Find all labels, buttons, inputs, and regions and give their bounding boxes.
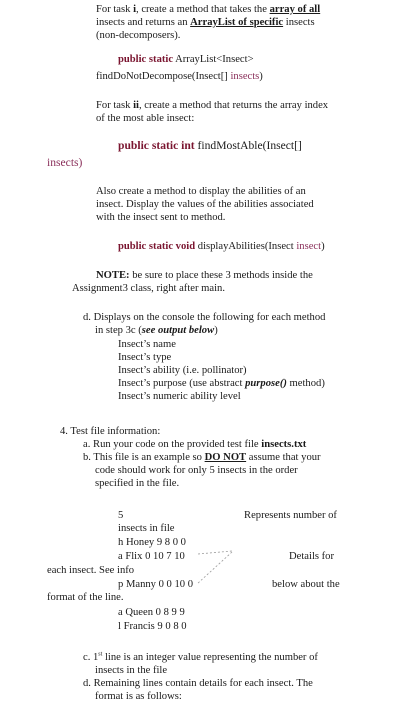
annotation-below-about: below about the (272, 579, 340, 590)
also-line-1: Also create a method to display the abilities of an (96, 186, 306, 197)
file-row: a Flix 0 10 7 10 (118, 551, 185, 562)
test-step-b-line-2: code should work for only 5 insects in the order (95, 465, 298, 476)
step-d2-line-2: format is as follows: (95, 691, 182, 702)
task-i-line-2: insects and returns an ArrayList of specific insects (96, 17, 315, 28)
step-c-line-1: c. 1st line is an integer value representing the number of (83, 651, 318, 663)
task-i-line-3: (non-decomposers). (96, 30, 181, 41)
output-item-type: Insect’s type (118, 352, 172, 363)
output-item-ability: Insect’s ability (i.e. pollinator) (118, 365, 247, 376)
also-line-3: with the insect sent to method. (96, 212, 226, 223)
annotation-represents: Represents number of (244, 510, 337, 521)
file-count-note: insects in file (118, 523, 175, 534)
note-line-2: Assignment3 class, right after main. (72, 283, 225, 294)
task-i-line-1: For task i, create a method that takes the array of all (96, 4, 321, 15)
step-d2-line-1: d. Remaining lines contain details for each insect. The (83, 678, 313, 689)
also-line-2: insect. Display the values of the abilities associated (96, 199, 314, 210)
file-format-note: format of the line. (47, 592, 124, 603)
test-step-a: a. Run your code on the provided test file insects.txt (83, 439, 307, 450)
note-line-1: NOTE: be sure to place these 3 methods inside the (96, 270, 313, 281)
test-step-b-line-3: specified in the file. (95, 478, 180, 489)
file-row: h Honey 9 8 0 0 (118, 537, 186, 548)
file-each-insect-note: each insect. See info (47, 565, 135, 576)
step-d-line-2: in step 3c (see output below) (95, 325, 218, 336)
code-display-abilities: public static void displayAbilities(Insect insect) (118, 241, 325, 252)
file-row: a Queen 0 8 9 9 (118, 607, 185, 618)
file-row: l Francis 9 0 8 0 (118, 621, 187, 632)
task-ii-line-1: For task ii, create a method that returns the array index (96, 100, 329, 111)
code-find-do-not-decompose-params: findDoNotDecompose(Insect[] insects) (96, 71, 263, 82)
step-d-line-1: d. Displays on the console the following for each method (83, 312, 326, 323)
test-file-heading: 4. Test file information: (60, 426, 161, 437)
code-find-do-not-decompose-signature: public static ArrayList<Insect> (118, 54, 254, 65)
code-find-most-able: public static int findMostAble(Insect[] (118, 139, 302, 152)
step-c-line-2: insects in the file (95, 665, 168, 676)
test-step-b-line-1: b. This file is an example so DO NOT assume that your (83, 452, 321, 463)
output-item-purpose: Insect’s purpose (use abstract purpose() method) (118, 378, 325, 389)
task-ii-line-2: of the most able insect: (96, 113, 195, 124)
file-count: 5 (118, 510, 124, 521)
output-item-name: Insect’s name (118, 339, 176, 350)
annotation-details-for: Details for (289, 551, 335, 562)
output-item-numeric: Insect’s numeric ability level (118, 391, 241, 402)
code-find-most-able-param: insects) (47, 156, 83, 169)
file-row: p Manny 0 0 10 0 (118, 579, 194, 590)
